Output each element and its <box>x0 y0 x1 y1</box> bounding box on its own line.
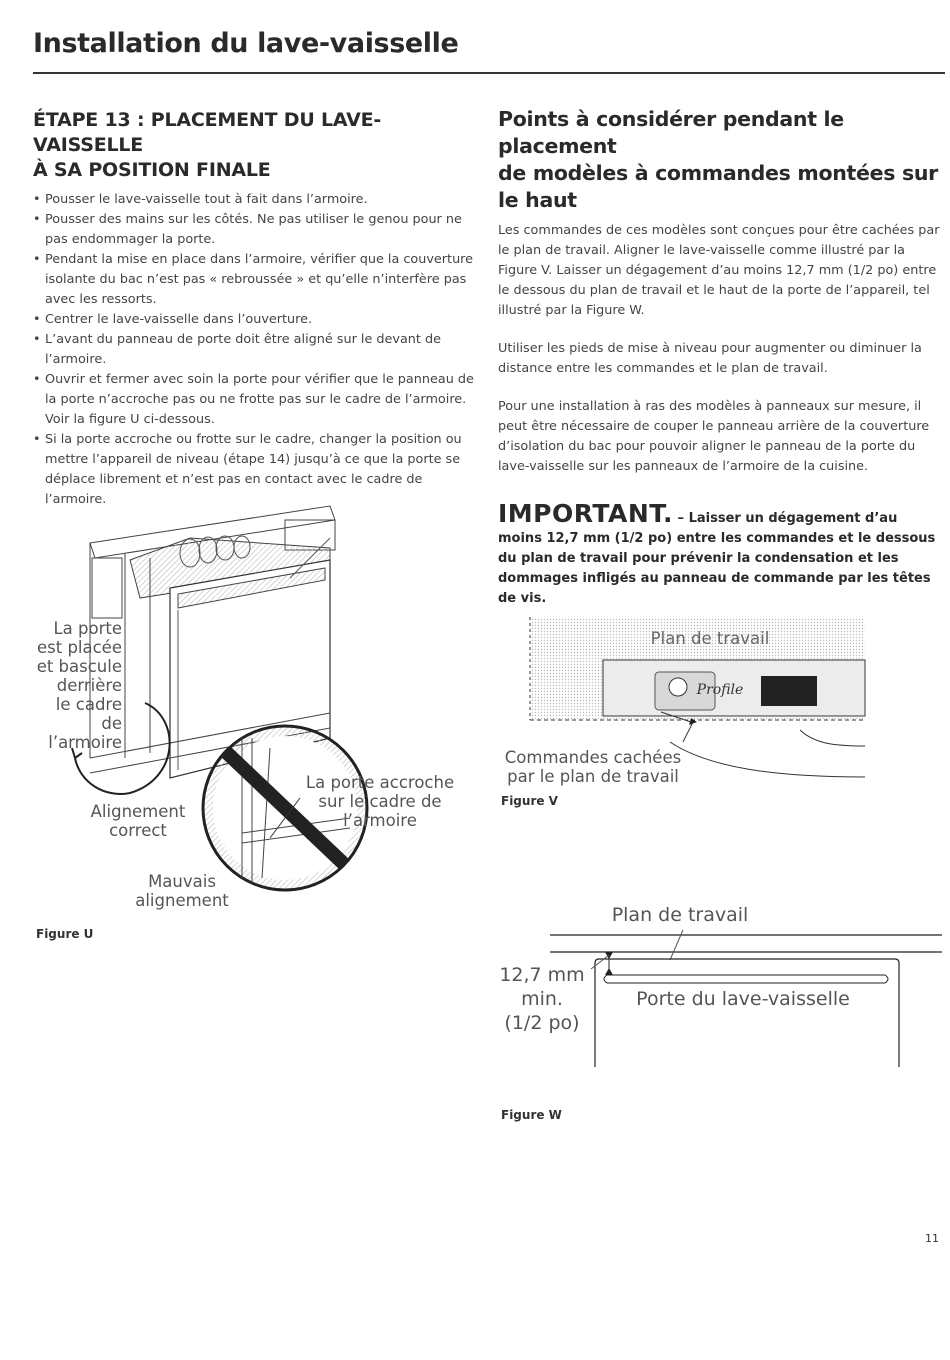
bullet-item: • Pendant la mise en place dans l’armoire, vérifier que la couverture isolante du bac n’est pas « rebroussée » et qu’elle n’interfère pas avec les ressorts. <box>33 250 478 310</box>
figure-w-caption: Figure W <box>501 1108 562 1122</box>
step13-bullets <box>33 190 478 510</box>
bullet-item: • Ouvrir et fermer avec soin la porte pour vérifier que le panneau de la porte n’accroche pas ou ne frotte pas sur le cadre de l’armoire. Voir la figure U ci-dessous. <box>33 370 478 430</box>
step13-heading-line1: ÉTAPE 13 : PLACEMENT DU LAVE-VAISSELLE <box>33 109 382 156</box>
label-line: est placée <box>36 638 122 657</box>
bullet-item: • Centrer le lave-vaisselle dans l’ouverture. <box>33 310 478 330</box>
points-heading <box>498 106 943 214</box>
label-line: le cadre <box>55 695 122 714</box>
figure-w-label-clearance <box>494 963 590 1035</box>
important-text: 12,7 mm (1/2 po) entre les commandes et le dessous du plan de travail pour prévenir la condensation et les dommages infligés au panneau de commande par les têtes de vis. <box>498 531 936 606</box>
important-notice <box>498 499 943 609</box>
step13-heading <box>33 108 478 183</box>
label-line: par le plan de travail <box>507 767 679 786</box>
points-heading-line3: le haut <box>498 188 577 212</box>
label-line: alignement <box>135 891 229 910</box>
label-line: 12,7 mm <box>499 964 585 986</box>
important-label: IMPORTANT. <box>498 499 674 528</box>
figure-u-label-mauvais <box>122 872 242 910</box>
figure-v-label-brand: Profile <box>696 682 744 698</box>
figure-u-label-alignement <box>78 802 198 840</box>
figure-w-label-plan: Plan de travail <box>611 904 749 926</box>
figure-v-label-commandes <box>498 748 688 786</box>
figure-u-label-porte <box>30 619 122 752</box>
points-heading-line1: Points à considérer pendant le placement <box>498 107 844 158</box>
label-line: derrière <box>56 676 122 695</box>
page-title: Installation du lave-vaisselle <box>33 28 459 59</box>
points-heading-line2: de modèles à commandes montées sur <box>498 161 938 185</box>
important-lead: Laisser un dégagement d’au moins <box>498 511 898 546</box>
figure-v-caption: Figure V <box>501 794 558 808</box>
step13-heading-line2: À SA POSITION FINALE <box>33 159 271 181</box>
points-paragraph: Les commandes de ces modèles sont conçues pour être cachées par le plan de travail. Aligner le lave-vaisselle comme illustré par la Figure V. Laisser un dégagement d’au moins 12,7 mm (1/2 po) entre le dessous du plan de travail et le haut de la porte de l’appareil, tel illustré par la Figure W. <box>498 223 940 318</box>
points-paragraph: Pour une installation à ras des modèles à panneaux sur mesure, il peut être nécessaire de couper le panneau arrière de la couverture d’isolation du bac pour pouvoir aligner le panneau de la porte du lave-vaisselle sur les panneaux de l’armoire de la cuisine. <box>498 399 930 474</box>
label-line: de l’armoire <box>48 714 122 752</box>
label-line: correct <box>109 821 167 840</box>
figure-u-label-accroche <box>280 773 480 830</box>
points-section <box>498 106 943 495</box>
label-line: La porte accroche <box>305 773 455 792</box>
figure-v-label-plan: Plan de travail <box>650 629 770 648</box>
points-paragraph: Utiliser les pieds de mise à niveau pour augmenter ou diminuer la distance entre les commandes et le plan de travail. <box>498 341 922 376</box>
important-dash: – <box>673 511 689 526</box>
page-number: 11 <box>925 1232 939 1245</box>
figure-w-label-porte: Porte du lave-vaisselle <box>636 988 850 1010</box>
label-line: La porte <box>53 619 122 638</box>
bullet-item: • Si la porte accroche ou frotte sur le cadre, changer la position ou mettre l’appareil de niveau (étape 14) jusqu’à ce que la porte se déplace librement et n’est pas en contact avec le cadre de l’armoire. <box>33 430 478 510</box>
title-rule <box>33 72 945 74</box>
label-line: Alignement <box>90 802 186 821</box>
label-line: Commandes cachées <box>504 748 682 767</box>
bullet-item: • Pousser le lave-vaisselle tout à fait dans l’armoire. <box>33 190 478 210</box>
label-line: Mauvais <box>148 872 216 891</box>
label-line: sur le cadre de l’armoire <box>318 792 442 830</box>
label-line: et bascule <box>36 657 122 676</box>
label-line: (1/2 po) <box>504 1012 580 1034</box>
figure-u-caption: Figure U <box>36 927 94 941</box>
step13-section <box>33 108 478 510</box>
label-line: min. <box>521 988 563 1010</box>
bullet-item: • Pousser des mains sur les côtés. Ne pas utiliser le genou pour ne pas endommager la porte. <box>33 210 478 250</box>
bullet-item: • L’avant du panneau de porte doit être aligné sur le devant de l’armoire. <box>33 330 478 370</box>
